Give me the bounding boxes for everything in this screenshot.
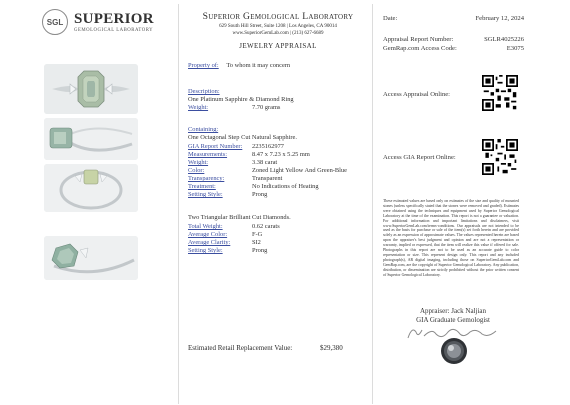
sapphire-spec-row bbox=[188, 183, 319, 191]
description-label: Description: bbox=[188, 88, 220, 95]
retail-value-row bbox=[188, 344, 343, 352]
ring-photo-angle bbox=[44, 236, 138, 280]
containing-value: One Octagonal Step Cut Natural Sapphire. bbox=[188, 134, 297, 141]
sapphire-spec-value: No Indications of Heating bbox=[252, 183, 319, 190]
diamond-spec-label: Average Color: bbox=[188, 231, 228, 238]
logo-brand: SUPERIOR bbox=[74, 11, 154, 27]
diamond-spec-value: SI2 bbox=[252, 239, 261, 246]
sapphire-spec-label: Treatment: bbox=[188, 183, 216, 190]
sapphire-spec-label: Transparency: bbox=[188, 175, 225, 182]
logo-subtitle: GEMOLOGICAL LABORATORY bbox=[74, 28, 154, 33]
retail-value-amount: $29,380 bbox=[320, 344, 343, 352]
containing-label: Containing: bbox=[188, 126, 219, 133]
ring-photo-top bbox=[44, 64, 138, 114]
sapphire-spec-value: 3.38 carat bbox=[252, 159, 278, 166]
lab-address: 629 South Hill Street, Suite 1208 | Los Angeles, CA 90014 bbox=[219, 24, 337, 29]
access-code-value: E3075 bbox=[506, 45, 524, 52]
sapphire-spec-value: 2235162977 bbox=[252, 143, 284, 150]
date-value: February 12, 2024 bbox=[475, 15, 524, 22]
lab-contact: www.SuperiorGemLab.com | (213) 627-6689 bbox=[232, 31, 324, 36]
ring-photo-side bbox=[44, 118, 138, 160]
lab-seal-icon bbox=[440, 337, 468, 365]
access-code-label: GemRap.com Access Code: bbox=[383, 45, 457, 52]
logo-seal: SGL bbox=[42, 9, 68, 35]
diamond-spec-label: Setting Style: bbox=[188, 247, 223, 254]
column-divider-right bbox=[372, 4, 373, 404]
diamonds-value-row bbox=[188, 214, 291, 222]
description-weight-row bbox=[188, 104, 280, 112]
property-of-value: To whom it may concern bbox=[226, 62, 291, 69]
description-weight-value: 7.70 grams bbox=[252, 104, 281, 111]
appraiser-title: GIA Graduate Gemologist bbox=[416, 316, 490, 324]
sapphire-spec-row bbox=[188, 159, 277, 167]
sapphire-spec-label: Weight: bbox=[188, 159, 209, 166]
sapphire-spec-row bbox=[188, 151, 310, 159]
appraisal-report-value: SGLR4025226 bbox=[484, 36, 524, 43]
date-label: Date: bbox=[383, 15, 398, 22]
ring-photo-front bbox=[44, 164, 138, 212]
diamond-spec-value: 0.62 carats bbox=[252, 223, 280, 230]
diamonds-value: Two Triangular Brilliant Cut Diamonds. bbox=[188, 214, 291, 221]
appraiser-name: Appraiser: Jack Naljian bbox=[419, 307, 487, 315]
diamond-spec-row bbox=[188, 239, 261, 247]
description-value-row bbox=[188, 96, 294, 104]
property-of-label: Property of: bbox=[188, 62, 219, 69]
sapphire-spec-value: Zoned Light Yellow And Green-Blue bbox=[252, 167, 347, 174]
sapphire-spec-row bbox=[188, 143, 284, 151]
containing-value-row bbox=[188, 134, 297, 142]
diamond-spec-value: Prong bbox=[252, 247, 268, 254]
sapphire-spec-label: Color: bbox=[188, 167, 205, 174]
sapphire-spec-value: Prong bbox=[252, 191, 268, 198]
sapphire-spec-row bbox=[188, 191, 267, 199]
disclaimer-text: These estimated values are based only on estimates of the size and quality of mounted stones (unless specifically stated that the stones were removed and graded). Estimates were obtained using the techniques and equipment used by Superior Gemological Laboratory at the time of the examination. This report is not a guarantee or valuation. For additional information and important limitations and disclaimers, visit www.SuperiorGemLab.com/terms-conditions. Our appraisals are not intended to be used as the basis for purchase or sale of the item(s) set forth herein and are provided solely as an expression of approximate values. The values represented herein are based upon the appraiser's best judgment and opinion and are not a representation or warranty, implied or expressed, that the item will realize this value if offered for sale. Photographs in this report are not to be used as an accurate guide to color representation or size. This represent design only. This report and any included photograph(s), AR digital imaging, including those on SuperiorGemLab.com and GemRap.com, are the copyright of Superior Gemological Laboratory. Any publication, distribution, or dissemination are strictly prohibited without the prior written consent of Superior Gemological Laboratory. bbox=[383, 199, 519, 277]
diamond-spec-row bbox=[188, 231, 262, 239]
retail-value-label: Estimated Retail Replacement Value: bbox=[188, 344, 293, 352]
diamond-spec-row bbox=[188, 247, 267, 255]
access-gia-label: Access GIA Report Online: bbox=[383, 154, 456, 161]
access-appraisal-label: Access Appraisal Online: bbox=[383, 91, 451, 98]
description-label-row bbox=[188, 88, 220, 96]
sapphire-spec-label: Setting Style: bbox=[188, 191, 223, 198]
containing-label-row bbox=[188, 126, 218, 134]
sapphire-spec-value: Transparent bbox=[252, 175, 283, 182]
sapphire-spec-row bbox=[188, 167, 347, 175]
appraisal-report-label: Appraisal Report Number: bbox=[383, 36, 454, 43]
sapphire-spec-value: 8.47 x 7.23 x 5.25 mm bbox=[252, 151, 310, 158]
description-weight-label: Weight: bbox=[188, 104, 209, 111]
description-value: One Platinum Sapphire & Diamond Ring bbox=[188, 96, 294, 103]
sapphire-spec-label: Measurements: bbox=[188, 151, 228, 158]
report-title: JEWELRY APPRAISAL bbox=[239, 42, 317, 50]
property-of-row bbox=[188, 62, 290, 70]
appraisal-qr-code[interactable] bbox=[482, 75, 518, 111]
column-divider-left bbox=[178, 4, 179, 404]
diamond-spec-label: Average Clarity: bbox=[188, 239, 231, 246]
lab-name: Superior Gemological Laboratory bbox=[202, 11, 354, 22]
diamond-spec-value: F-G bbox=[252, 231, 263, 238]
gia-qr-code[interactable] bbox=[482, 139, 518, 175]
sapphire-spec-label: GIA Report Number: bbox=[188, 143, 243, 150]
diamond-spec-label: Total Weight: bbox=[188, 223, 223, 230]
sapphire-spec-row bbox=[188, 175, 282, 183]
diamond-spec-row bbox=[188, 223, 280, 231]
